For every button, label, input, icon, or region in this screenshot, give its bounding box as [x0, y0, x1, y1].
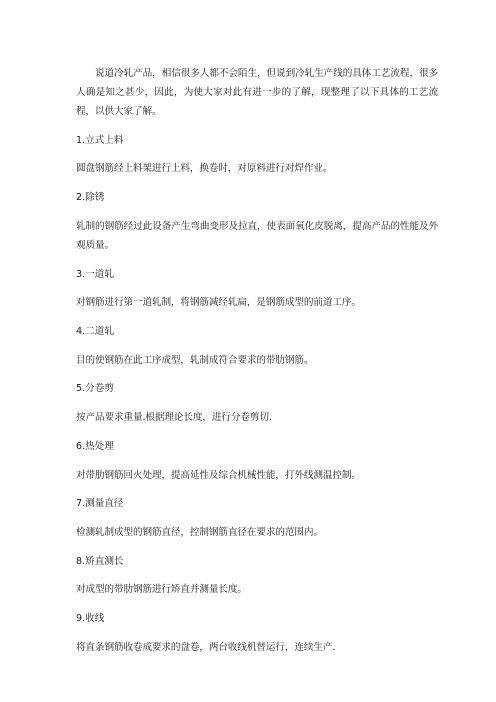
step-text: 将直条钢筋收卷成要求的盘卷，两台收线机替运行，连续生产. — [76, 641, 336, 653]
step-heading: 5.分卷剪 — [76, 383, 114, 395]
step-text: 目的使钢筋在此工序成型，轧制成符合要求的带肋钢筋。 — [76, 354, 314, 366]
step-text: 按产品要求重量.根据理论长度，进行分卷剪切. — [76, 412, 272, 424]
step-text: 对钢筋进行第一道轧制，将钢筋减经轧扁，是钢筋成型的前道工序。 — [76, 297, 361, 309]
step-heading: 7.测量直径 — [76, 498, 124, 510]
step-heading: 2.除锈 — [76, 192, 105, 204]
step-heading: 9.收线 — [76, 613, 105, 625]
step-text: 对成型的带肋钢筋进行矫直并测量长度。 — [76, 584, 247, 596]
process-steps — [76, 131, 438, 657]
document-body — [76, 64, 438, 666]
step-heading: 4.二道轧 — [76, 326, 114, 338]
step-heading: 6.热处理 — [76, 440, 114, 452]
step-heading: 3.一道轧 — [76, 268, 114, 280]
step-text: 对带肋钢筋回火处理，提高延性及综合机械性能，打外线测温控制。 — [76, 469, 361, 481]
step-text: 圆盘钢筋经上料架进行上料，换卷时，对原料进行对焊作业。 — [76, 163, 333, 175]
step-text: 轧制的钢筋经过此设备产生弯曲变形及拉直，使表面氧化皮脱离，提高产品的性能及外观质量。 — [76, 220, 438, 251]
step-heading: 1.立式上料 — [76, 134, 124, 146]
intro-paragraph: 说道冷轧产品，相信很多人都不会陌生，但说到冷轧生产线的具体工艺流程，很多人确是知之甚少，因此，为使大家对此有进一步的了解，现整理了以下具体的工艺流程，以供大家了解。 — [76, 68, 438, 118]
step-heading: 8.矫直测长 — [76, 555, 124, 567]
step-text: 检测轧制成型的钢筋直径，控制钢筋直径在要求的范围内。 — [76, 526, 323, 538]
